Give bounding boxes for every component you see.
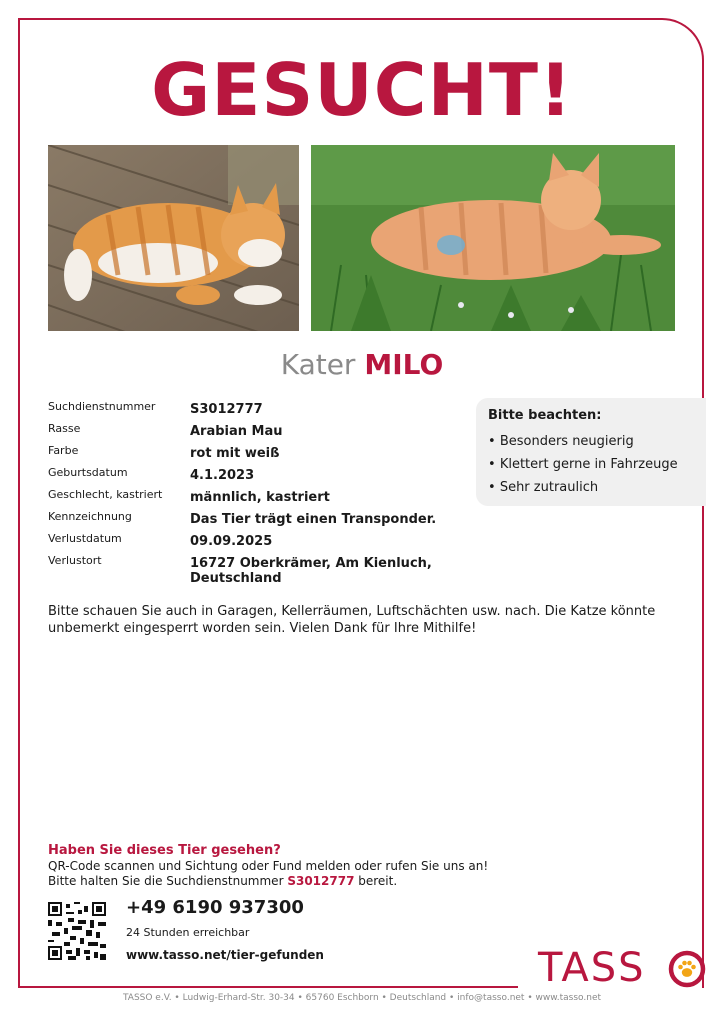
- notice-item: • Klettert gerne in Fahrzeuge: [488, 453, 678, 476]
- detail-label: Geschlecht, kastriert: [48, 488, 163, 501]
- pet-kind: Kater: [280, 348, 356, 381]
- contact-url[interactable]: www.tasso.net/tier-gefunden: [126, 948, 324, 962]
- detail-value: 09.09.2025: [190, 534, 273, 549]
- notice-list: [488, 430, 678, 499]
- sighting-reference: [48, 874, 568, 889]
- cat-photo-grass: [311, 145, 675, 331]
- detail-value: S3012777: [190, 402, 263, 417]
- footer-address: TASSO e.V. • Ludwig-Erhard-Str. 30-34 • 65760 Eschborn • Deutschland • info@tasso.net • www.tasso.net: [122, 993, 602, 1003]
- detail-label: Rasse: [48, 422, 81, 435]
- detail-value: 4.1.2023: [190, 468, 255, 483]
- sighting-reference-number: S3012777: [287, 874, 355, 888]
- sighting-reference-prefix: Bitte halten Sie die Suchdienstnummer: [48, 874, 284, 888]
- detail-value: [190, 556, 450, 586]
- notice-item: • Besonders neugierig: [488, 430, 678, 453]
- detail-label: Geburtsdatum: [48, 466, 128, 479]
- notice-title: Bitte beachten:: [488, 408, 602, 423]
- detail-label: Kennzeichnung: [48, 510, 132, 523]
- sighting-reference-suffix: bereit.: [358, 874, 398, 888]
- notice-item: • Sehr zutraulich: [488, 476, 678, 499]
- search-hint: [48, 603, 668, 637]
- detail-label: Farbe: [48, 444, 79, 457]
- detail-value: rot mit weiß: [190, 446, 280, 461]
- poster-frame-bottom: [18, 986, 518, 988]
- headline: GESUCHT!: [151, 48, 573, 132]
- detail-value: Arabian Mau: [190, 424, 283, 439]
- detail-value-line1: 16727 Oberkrämer, Am Kienluch,: [190, 556, 432, 571]
- detail-label: Verlustdatum: [48, 532, 122, 545]
- tasso-logo: [538, 944, 645, 992]
- detail-value-line2: Deutschland: [190, 571, 282, 586]
- sighting-section: [48, 842, 568, 889]
- paw-icon: [668, 950, 706, 988]
- search-hint-line2: unbemerkt eingesperrt worden sein. Vielen Dank für Ihre Mithilfe!: [48, 621, 477, 636]
- sighting-title: Haben Sie dieses Tier gesehen?: [48, 843, 281, 858]
- detail-label: Verlustort: [48, 554, 102, 567]
- pet-name: [0, 345, 724, 385]
- tasso-logo-text: TASS: [538, 945, 646, 991]
- detail-value: Das Tier trägt einen Transponder.: [190, 512, 437, 527]
- pet-name-value: MILO: [364, 348, 444, 381]
- detail-value: männlich, kastriert: [190, 490, 330, 505]
- contact-availability: 24 Stunden erreichbar: [126, 926, 250, 939]
- notice-panel: [476, 398, 706, 506]
- search-hint-line1: Bitte schauen Sie auch in Garagen, Kellerräumen, Luftschächten usw. nach. Die Katze könnte: [48, 604, 656, 619]
- sighting-instruction: QR-Code scannen und Sichtung oder Fund melden oder rufen Sie uns an!: [48, 859, 489, 873]
- detail-label: Suchdienstnummer: [48, 400, 156, 413]
- qr-code[interactable]: [48, 902, 106, 960]
- cat-photo-deck: [48, 145, 299, 331]
- contact-phone[interactable]: +49 6190 937300: [126, 897, 304, 918]
